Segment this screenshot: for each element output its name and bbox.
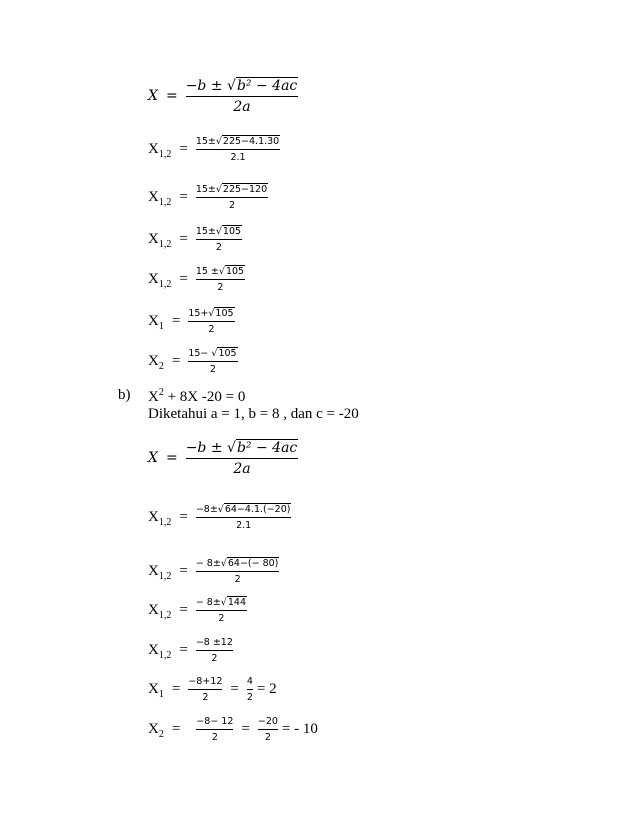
step-b-x2: $X_2$ = $\frac{-8- 12}{2}$ = $\frac{-20}{2}$ = - 10 bbox=[148, 716, 318, 743]
step-a-4: $X_{1,2}$ = $\frac{15 \pm√105}{2}$ bbox=[148, 266, 245, 293]
step-a-3: $X_{1,2}$ = $\frac{15\pm√105}{2}$ bbox=[148, 226, 242, 253]
part-b-equation: $X^2 + 8X$ -20 = 0 bbox=[148, 387, 246, 405]
step-a-2: $X_{1,2}$ = $\frac{15\pm√225-120}{2}$ bbox=[148, 184, 268, 211]
part-b-given: Diketahui a = 1, b = 8 , dan c = -20 bbox=[148, 406, 359, 422]
formula-fraction bbox=[186, 78, 299, 115]
step-b-1: $X_{1,2}$ = $\frac{-8\pm√64-4.1.(-20)}{2.1}$ bbox=[148, 504, 291, 531]
formula-numerator: −b ± √ bbox=[185, 78, 236, 94]
step-b-3: $X_{1,2}$ = $\frac{- 8\pm√144}{2}$ bbox=[148, 597, 246, 624]
quadratic-formula-b: X = $\frac{\text{−b ± √b² − 4ac}}{2a}$ bbox=[148, 440, 298, 477]
step-b-4: $X_{1,2}$ = $\frac{-8 \pm 12}{2}$ bbox=[148, 637, 233, 664]
step-a-x2: $X_2$ = $\frac{15- √105}{2}$ bbox=[148, 348, 237, 375]
step-b-x1: $X_1$ = $\frac{-8+12}{2}$ = $\frac{4}{2}$ = 2 bbox=[148, 676, 277, 703]
quadratic-formula-a bbox=[148, 78, 298, 115]
step-b-2: $X_{1,2}$ = $\frac{- 8\pm√64-(- 80)}{2}$ bbox=[148, 558, 279, 585]
part-b-label: b) bbox=[118, 387, 131, 403]
step-a-1: $X_{1,2}$ = $\frac{15\pm√225-4.1.30}{2.1}$ bbox=[148, 136, 280, 163]
formula-equals: = bbox=[165, 88, 178, 105]
step-a-x1: $X_1$ = $\frac{15+√105}{2}$ bbox=[148, 308, 234, 335]
formula-radicand: b² − 4ac bbox=[236, 78, 298, 94]
formula-lhs: X bbox=[148, 88, 158, 105]
formula-denominator: 2a bbox=[233, 99, 251, 115]
